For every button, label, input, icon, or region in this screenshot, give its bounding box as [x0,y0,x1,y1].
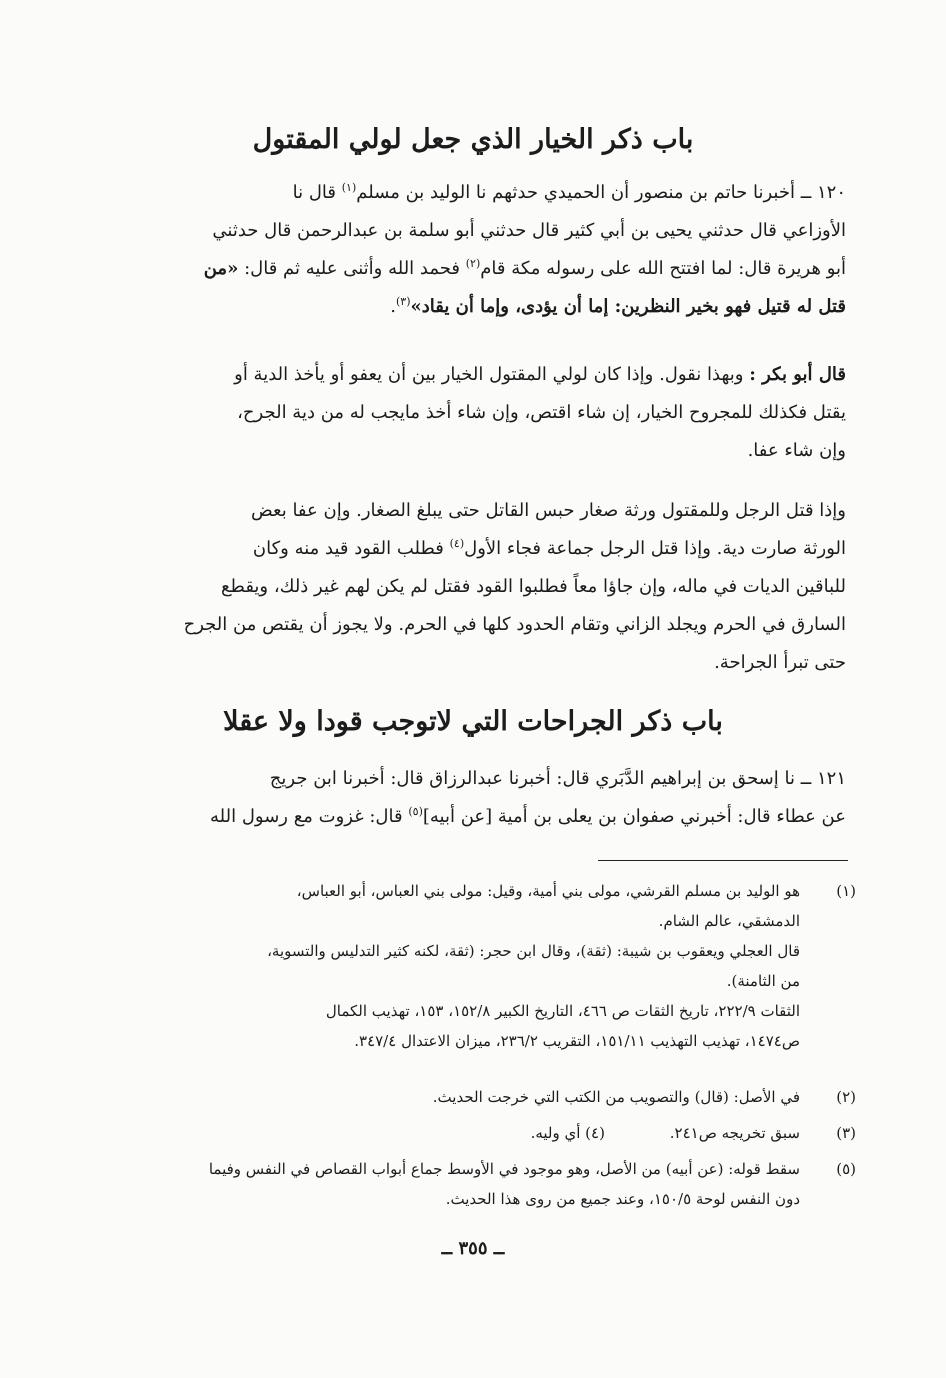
footnote-1 [116,876,856,1056]
footnote-ref-1: (١) [341,181,357,194]
page-number: ــ ٣٥٥ ــ [441,1238,505,1259]
footnote-ref-2: (٢) [465,257,481,270]
paragraph-heirs [112,492,846,682]
footnote-2-text: في الأصل: (قال) والتصويب من الكتب التي خرجت الحديث. [432,1088,800,1106]
abu-bakr-comment [112,356,846,470]
hadith-120 [112,174,846,326]
footnote-1-line: ص١٤٧٤، تهذيب التهذيب ١٥١/١١، التقريب ٢٣٦/٢، ميزان الاعتدال ٣٤٧/٤. [354,1032,800,1050]
hadith-120-line-3: أبو هريرة قال: لما افتتح الله على رسوله مكة قام$^{(٢)}$ فحمد الله وأثنى عليه ثم قال: «من [203,257,846,279]
footnote-2-number: (٢) [836,1088,856,1106]
footnote-4-text: أي وليه. [530,1124,581,1142]
hadith-121-line-2: عن عطاء قال: أخبرني صفوان بن يعلى بن أمية [عن أبيه]$^{(٥)}$ قال: غزوت مع رسول الله [210,805,846,827]
footnote-1-line: من الثامنة). [726,972,800,990]
footnote-2 [116,1082,856,1112]
abu-bakr-line-1: قال أبو بكر : وبهذا نقول. وإذا كان لولي المقتول الخيار بين أن يعفو أو يأخذ الدية أو [234,364,846,385]
heirs-line-3: للباقين الديات في ماله، وإن جاؤا معاً فطلبوا القود فقتل لم يكن لهم غير ذلك، ويقطع [220,576,846,597]
hadith-120-line-2: الأوزاعي قال حدثني يحيى بن أبي كثير قال حدثني أبو سلمة بن عبدالرحمن قال حدثني [212,220,846,241]
footnote-4-number: (٤) [585,1124,605,1142]
footnote-3-number: (٣) [836,1124,856,1142]
heirs-line-2: الورثة صارت دية. وإذا قتل الرجل جماعة فجاء الأول$^{(٤)}$ فطلب القود قيد منه وكان [252,537,846,559]
abu-bakr-lead: قال أبو بكر : [749,364,846,385]
hadith-120-line-4: قتل له قتيل فهو بخير النظرين: إما أن يؤدى، وإما أن يقاد»$^{(٣)}$. [390,295,846,317]
footnote-1-number: (١) [836,882,856,900]
hadith-120-line-1: ١٢٠ ــ أخبرنا حاتم بن منصور أن الحميدي حدثهم نا الوليد بن مسلم$^{(١)}$ قال نا [292,181,846,203]
footnote-1-line: الثقات ٢٢٢/٩، تاريخ الثقات ص ٤٦٦، التاريخ الكبير ١٥٢/٨، ١٥٣، تهذيب الكمال [325,1002,800,1020]
footnote-1-line: هو الوليد بن مسلم القرشي، مولى بني أمية، وقيل: مولى بني العباس، أبو العباس، [296,882,800,900]
footnote-1-line: قال العجلي ويعقوب بن شيبة: (ثقة)، وقال ابن حجر: (ثقة، لكنه كثير التدليس والتسوية، [267,942,800,960]
footnote-5-line: سقط قوله: (عن أبيه) من الأصل، وهو موجود في الأوسط جماع أبواب القصاص في النفس وفيما [208,1160,800,1178]
footnote-ref-5: (٥) [408,805,423,818]
heirs-line-1: وإذا قتل الرجل وللمقتول ورثة صغار حبس القاتل حتى يبلغ الصغار. وإن عفا بعض [250,500,846,521]
hadith-121-line-1: ١٢١ ــ نا إسحق بن إبراهيم الدَّبَري قال: أخبرنا عبدالرزاق قال: أخبرنا ابن جريج [269,768,846,789]
abu-bakr-line-2: يقتل فكذلك للمجروح الخيار، إن شاء اقتص، وإن شاء أخذ مايجب له من دية الجرح، [237,402,846,423]
footnote-5-line: دون النفس لوحة ١٥٠/٥، وعند جميع من روى هذا الحديث. [445,1190,800,1208]
footnote-5 [116,1154,856,1214]
chapter-heading-1: باب ذكر الخيار الذي جعل لولي المقتول [252,124,694,155]
heirs-line-4: السارق في الحرم ويجلد الزاني وتقام الحدود كلها في الحرم. ولا يجوز أن يقتص من الجرح [183,614,846,635]
footnote-1-line: الدمشقي، عالم الشام. [658,912,800,930]
footnote-ref-3: (٣) [396,295,411,308]
footnote-separator [598,860,848,861]
footnote-3-text: سبق تخريجه ص٢٤١. [669,1124,800,1142]
chapter-heading-2: باب ذكر الجراحات التي لاتوجب قودا ولا عقلا [223,706,723,737]
hadith-121 [112,760,846,836]
abu-bakr-line-3: وإن شاء عفا. [747,440,846,461]
footnote-5-number: (٥) [836,1160,856,1178]
footnote-3-4 [116,1118,856,1148]
heirs-line-5: حتى تبرأ الجراحة. [714,652,846,673]
footnote-ref-4: (٤) [449,537,465,550]
